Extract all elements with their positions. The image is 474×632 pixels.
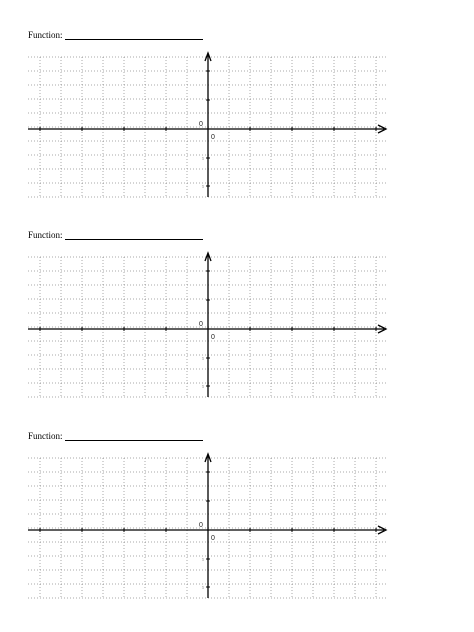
y-tick-label: 1 — [202, 356, 204, 361]
y-tick-label: 1 — [202, 156, 204, 161]
coordinate-grid-2 — [0, 245, 474, 405]
y-tick-label: 1 — [202, 585, 204, 590]
function-label: Function: — [28, 431, 63, 441]
y-tick-label: 1 — [202, 384, 204, 389]
function-label: Function: — [28, 30, 63, 40]
origin-label-y: 0 — [211, 334, 215, 341]
function-label: Function: — [28, 230, 63, 240]
coordinate-grid-1 — [0, 45, 474, 205]
function-label-row-3 — [28, 431, 203, 441]
function-label-row-2 — [28, 230, 203, 240]
function-answer-line[interactable] — [65, 231, 203, 240]
function-answer-line[interactable] — [65, 432, 203, 441]
coordinate-grid-3 — [0, 446, 474, 606]
function-label-row-1 — [28, 30, 203, 40]
y-tick-label: 1 — [202, 557, 204, 562]
origin-label-x: 0 — [199, 522, 203, 529]
origin-label-x: 0 — [199, 321, 203, 328]
origin-label-y: 0 — [211, 134, 215, 141]
y-tick-label: 1 — [202, 184, 204, 189]
function-answer-line[interactable] — [65, 31, 203, 40]
origin-label-y: 0 — [211, 535, 215, 542]
origin-label-x: 0 — [199, 121, 203, 128]
